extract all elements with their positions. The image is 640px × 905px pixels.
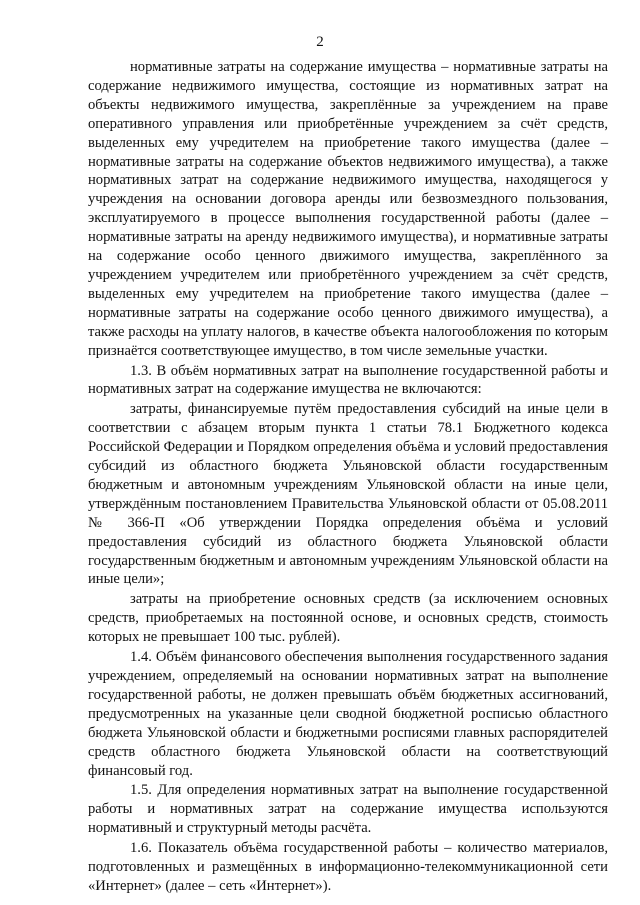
paragraph-1-5: 1.5. Для определения нормативных затрат на выполнение государственной работы и нормативных затрат на содержание имущества используются нормативный и структурный методы расчёта. xyxy=(88,782,608,837)
page-number: 2 xyxy=(316,34,324,50)
paragraph-1-6: 1.6. Показатель объёма государственной работы – количество материалов, подготовленных и размещённых в информационно-телекоммуникационной сети «Интернет» (далее – сеть «Интернет»). xyxy=(88,840,608,894)
paragraph-subsidy-costs: затраты, финансируемые путём предоставления субсидий на иные цели в соответствии с абзацем вторым пункта 1 статьи 78.1 Бюджетного кодекса Российской Федерации и Порядком определения объёма и условий предоставления субсидий из областного бюджета Ульяновской области государственным бюджетным и автономным учреждениям Ульяновской области на иные цели, утверждённым постановлением Правительства Ульяновской области от 05.08.2011 № 366-П «Об утверждении Порядка определения объёма и условий предоставления субсидий из областного бюджета Ульяновской области государственным бюджетным и автономным учреждениям Ульяновской области на иные цели»; xyxy=(88,401,608,588)
paragraph-1-4: 1.4. Объём финансового обеспечения выполнения государственного задания учреждением, определяемый на основании нормативных затрат на выполнение государственной работы, не должен превышать объём бюджетных ассигнований, предусмотренных на указанные цели сводной бюджетной росписью областного бюджета Ульяновской области и бюджетными росписями главных распорядителей средств областного бюджета Ульяновской области на соответствующий финансовый год. xyxy=(88,649,608,779)
document-body xyxy=(88,58,608,896)
paragraph-1-3: 1.3. В объём нормативных затрат на выполнение государственной работы и нормативных затрат на содержание имущества не включаются: xyxy=(88,362,608,398)
paragraph-property-costs: нормативные затраты на содержание имущества – нормативные затраты на содержание недвижимого имущества, состоящие из нормативных затрат на объекты недвижимого имущества, закреплённые за учреждением на праве оперативного управления или приобретённые учреждением за счёт средств, выделенных ему учредителем на приобретение такого имущества (далее – нормативные затраты на содержание объектов недвижимого имущества), а также нормативных затрат на содержание недвижимого имущества, находящегося у учреждения на основании договора аренды или безвозмездного пользования, эксплуатируемого в процессе выполнения государственной работы (далее – нормативные затраты на аренду недвижимого имущества), и нормативные затраты на содержание особо ценного движимого имущества, закреплённого за учреждением учредителем или приобретённого учреждением за счёт средств, выделенных ему учредителем на приобретение такого имущества (далее – нормативные затраты на содержание особо ценного движимого имущества), а также расходы на уплату налогов, в качестве объекта налогообложения по которым признаётся соответствующее имущество, в том числе земельные участки. xyxy=(88,59,608,359)
paragraph-fixed-assets: затраты на приобретение основных средств (за исключением основных средств, приобретаемых на постоянной основе, и основных средств, стоимость которых не превышает 100 тыс. рублей). xyxy=(88,591,608,646)
